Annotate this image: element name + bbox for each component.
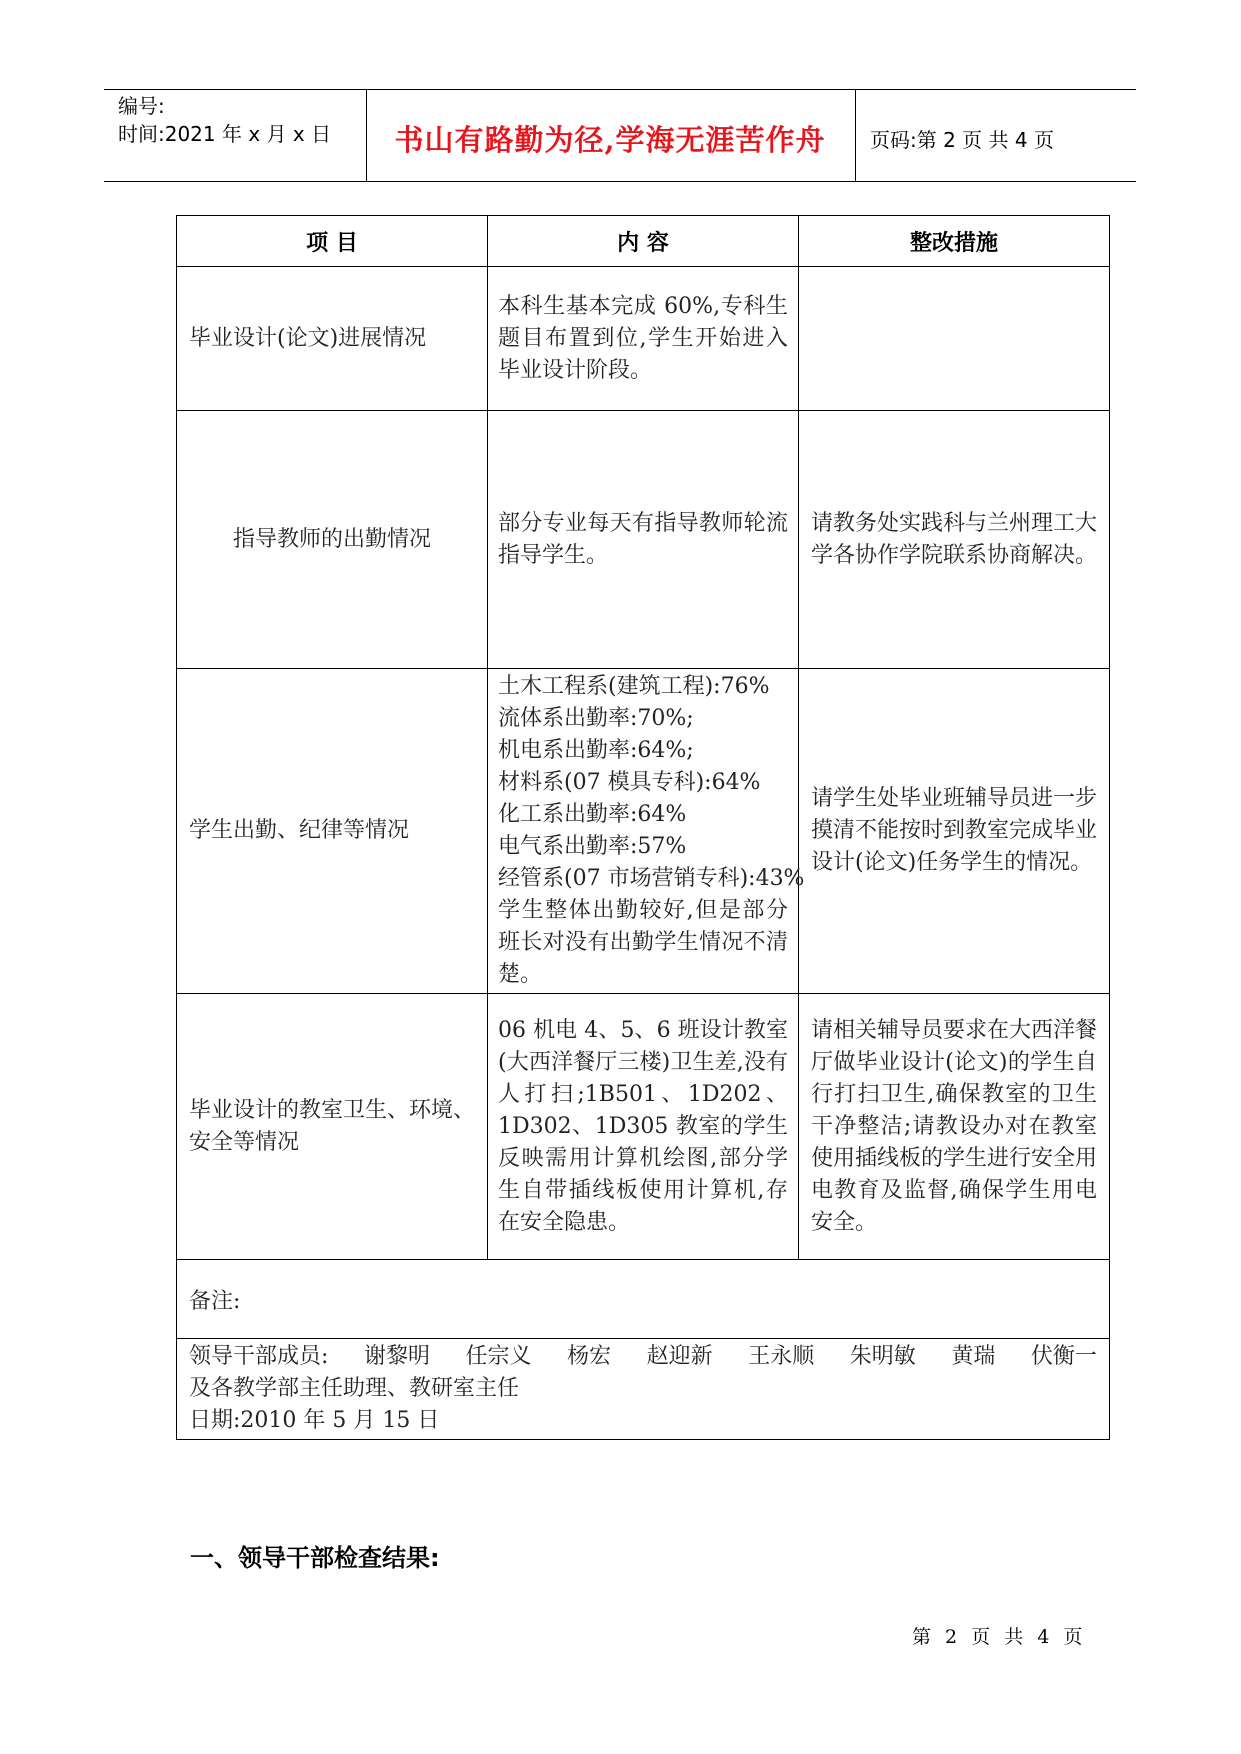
attendance-line: 土木工程系(建筑工程):76% [498,674,770,699]
table-row [177,267,1110,411]
header-divider-right [855,89,856,181]
row-content: 本科生基本完成 60%,专科生题目布置到位,学生开始进入毕业设计阶段。 [488,267,799,411]
leaders-extra: 及各教学部主任助理、教研室主任 [189,1376,520,1401]
header-content: 内 容 [488,216,799,267]
note-cell [177,1260,1110,1339]
leader-name: 赵迎新 [646,1344,713,1369]
leaders-cell [177,1339,1110,1440]
attendance-line: 材料系(07 模具专科):64% [498,770,761,795]
header-measure: 整改措施 [799,216,1110,267]
attendance-line: 流体系出勤率:70%; [498,706,694,731]
row-item: 毕业设计(论文)进展情况 [177,267,488,411]
header-time: 时间:2021 年 x 月 x 日 [118,122,332,146]
attendance-line: 经管系(07 市场营销专科):43% [498,866,805,891]
row-content: 06 机电 4、5、6 班设计教室(大西洋餐厅三楼)卫生差,没有人打扫;1B501、1D202、1D302、1D305 教室的学生反映需用计算机绘图,部分学生自带插线板使用计算机,存在安全隐患。 [488,994,799,1260]
header-bottom-rule [104,181,1136,182]
report-date: 日期:2010 年 5 月 15 日 [189,1408,440,1433]
table-row [177,994,1110,1260]
row-item: 学生出勤、纪律等情况 [177,669,488,994]
table-row-note [177,1260,1110,1339]
attendance-line: 化工系出勤率:64% [498,802,687,827]
attendance-summary: 学生整体出勤较好,但是部分班长对没有出勤学生情况不清楚。 [498,898,788,987]
leader-name: 王永顺 [748,1344,815,1369]
header-motto: 书山有路勤为径,学海无涯苦作舟 [394,123,826,157]
header-meta [118,92,331,148]
row-content [488,669,805,994]
header-top-rule [104,89,1136,90]
leader-name: 伏衡一 [1030,1344,1097,1369]
row-item: 毕业设计的教室卫生、环境、安全等情况 [177,994,488,1260]
leaders-label: 领导干部成员: [189,1344,329,1369]
header-divider-left [366,89,367,181]
row-measure: 请学生处毕业班辅导员进一步摸清不能按时到教室完成毕业设计(论文)任务学生的情况。 [799,669,1110,994]
leader-name: 黄瑞 [951,1344,996,1369]
row-measure: 请教务处实践科与兰州理工大学各协作学院联系协商解决。 [799,411,1110,669]
leaders-list [189,1341,1097,1373]
attendance-line: 机电系出勤率:64%; [498,738,694,763]
header-item: 项 目 [177,216,488,267]
note-label: 备注: [189,1288,241,1314]
leader-name: 朱明敏 [849,1344,916,1369]
header-page-info: 页码:第 2 页 共 4 页 [870,128,1054,152]
attendance-line: 电气系出勤率:57% [498,834,687,859]
leader-name: 任宗义 [465,1344,532,1369]
leader-name: 杨宏 [567,1344,612,1369]
row-item: 指导教师的出勤情况 [177,411,488,669]
table-row [177,411,1110,669]
table-row-leaders [177,1339,1110,1440]
header-number: 编号: [118,94,165,118]
leader-name: 谢黎明 [363,1344,430,1369]
table-header-row [177,216,1110,267]
page-footer: 第 2 页 共 4 页 [912,1626,1087,1648]
section-heading: 一、领导干部检查结果: [190,1544,440,1572]
row-measure: 请相关辅导员要求在大西洋餐厅做毕业设计(论文)的学生自行打扫卫生,确保教室的卫生干净整洁;请教设办对在教室使用插线板的学生进行安全用电教育及监督,确保学生用电安全。 [799,994,1110,1260]
row-measure [799,267,1110,411]
row-content: 部分专业每天有指导教师轮流指导学生。 [488,411,799,669]
table-row [177,669,1110,994]
inspection-table [176,215,1110,1440]
